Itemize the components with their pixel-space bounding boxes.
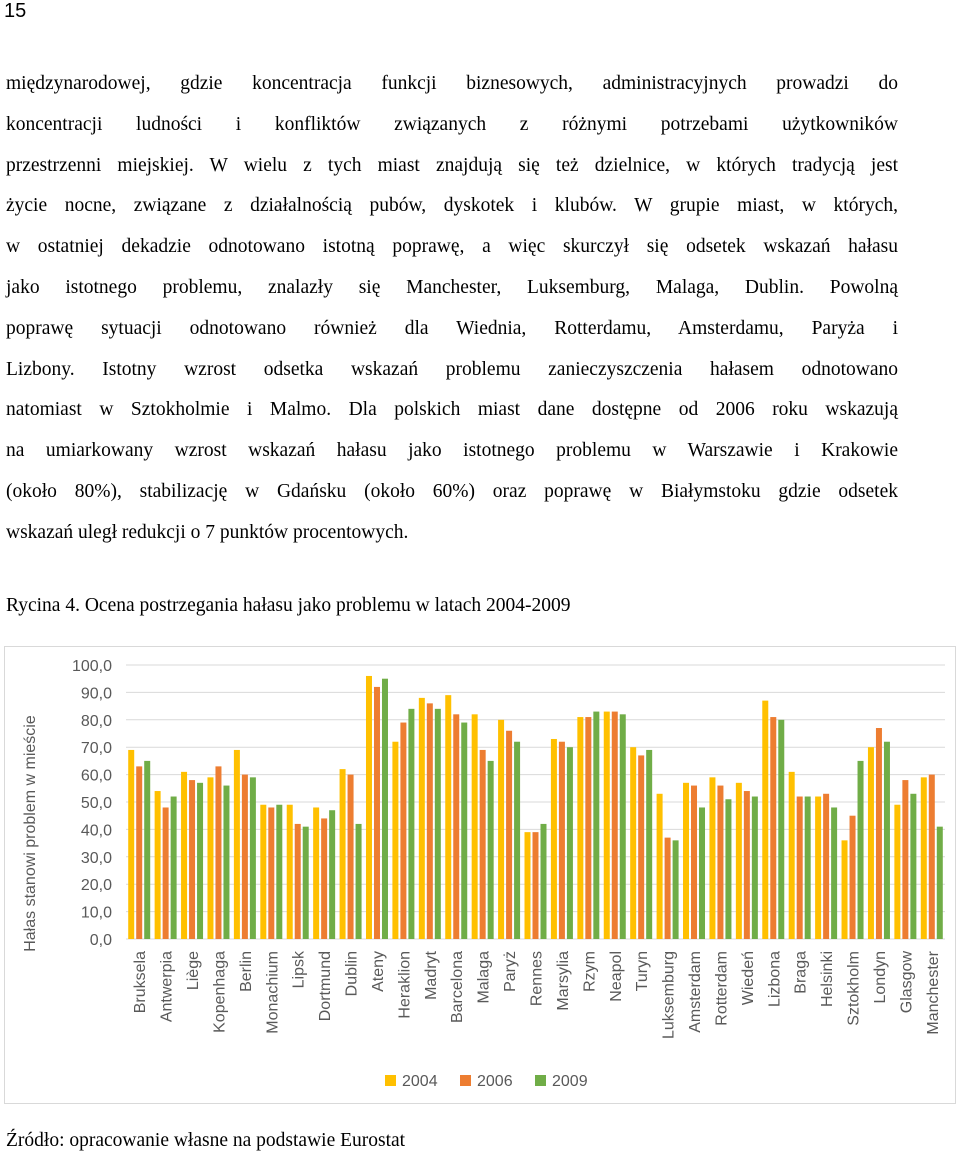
bar-2006 <box>823 794 829 939</box>
bar-2006 <box>215 766 221 939</box>
chart-area <box>4 646 956 1104</box>
x-category-label: Antwerpia <box>158 951 176 1023</box>
bar-2004 <box>842 840 848 939</box>
bar-2009 <box>488 761 494 939</box>
bar-2009 <box>197 783 203 939</box>
x-category-label: Luksemburg <box>660 951 678 1040</box>
bar-2004 <box>815 797 821 939</box>
y-tick-label: 10,0 <box>80 904 112 922</box>
bar-2009 <box>673 840 679 939</box>
bar-2006 <box>506 731 512 939</box>
bar-2006 <box>929 775 935 939</box>
paragraph-line: w ostatniej dekadzie odnotowano istotną poprawę, a więc skurczył się odsetek wskazań hałasu <box>6 236 898 258</box>
bar-2006 <box>348 775 354 939</box>
legend-swatch-2009 <box>535 1075 546 1086</box>
bar-2009 <box>435 709 441 939</box>
x-category-label: Dortmund <box>317 951 335 1022</box>
bar-2009 <box>884 742 890 939</box>
bar-2004 <box>498 720 504 939</box>
bar-2004 <box>868 747 874 939</box>
x-category-label: Manchester <box>924 951 942 1035</box>
x-category-label: Berlin <box>237 951 255 992</box>
x-category-label: Rennes <box>528 951 546 1007</box>
paragraph-line: życie nocne, związane z działalnością pubów, dyskotek i klubów. W grupie miast, w których, <box>6 195 898 217</box>
bar-2004 <box>683 783 689 939</box>
bar-2009 <box>567 747 573 939</box>
bar-2006 <box>242 775 248 939</box>
bar-2006 <box>189 780 195 939</box>
bar-2004 <box>128 750 134 939</box>
bar-2009 <box>223 786 229 939</box>
y-tick-label: 100,0 <box>71 658 112 675</box>
bar-2006 <box>321 818 327 939</box>
y-tick-label: 50,0 <box>80 795 112 812</box>
bar-2009 <box>910 794 916 939</box>
bar-2006 <box>876 728 882 939</box>
bar-2004 <box>155 791 161 939</box>
y-tick-label: 60,0 <box>80 767 112 785</box>
x-category-label: Turyn <box>634 951 652 992</box>
legend-swatch-2004 <box>385 1075 396 1086</box>
y-axis-title: Hałas stanowi problem w mieście <box>22 715 39 952</box>
bar-2009 <box>646 750 652 939</box>
bar-2004 <box>445 695 451 939</box>
bar-2009 <box>699 807 705 939</box>
bar-2009 <box>303 827 309 939</box>
x-category-label: Ateny <box>369 951 387 992</box>
paragraph-line: Lizbony. Istotny wzrost odsetka wskazań problemu zanieczyszczenia hałasem odnotowano <box>6 358 898 380</box>
x-category-label: Monachium <box>264 951 282 1034</box>
legend-swatch-2006 <box>460 1075 471 1086</box>
source-note: Źródło: opracowanie własne na podstawie Eurostat <box>6 1130 406 1151</box>
y-tick-label: 90,0 <box>80 685 112 703</box>
bar-2004 <box>366 676 372 939</box>
bar-2006 <box>453 714 459 939</box>
bar-2004 <box>551 739 557 939</box>
x-category-label: Madryt <box>422 951 440 1000</box>
x-category-label: Malaga <box>475 951 493 1004</box>
bar-2006 <box>638 755 644 939</box>
bar-2006 <box>744 791 750 939</box>
paragraph-line: międzynarodowej, gdzie koncentracja funkcji biznesowych, administracyjnych prowadzi do <box>6 73 898 94</box>
page-number: 15 <box>4 0 27 22</box>
bar-2009 <box>276 805 282 939</box>
paragraph-line: poprawę sytuacji odnotowano również dla Wiednia, Rotterdamu, Amsterdamu, Paryża i <box>6 317 898 339</box>
x-category-label: Paryż <box>502 951 520 992</box>
bar-2004 <box>630 747 636 939</box>
bar-2004 <box>472 714 478 939</box>
bar-2004 <box>604 712 610 939</box>
figure-caption: Rycina 4. Ocena postrzegania hałasu jako problemu w latach 2004-2009 <box>6 595 571 616</box>
bar-2009 <box>541 824 547 939</box>
bar-2006 <box>374 687 380 939</box>
x-category-label: Helsinki <box>819 951 837 1008</box>
bar-2009 <box>144 761 150 939</box>
x-category-label: Braga <box>792 951 810 994</box>
bar-2004 <box>525 832 531 939</box>
bar-2004 <box>181 772 187 939</box>
bar-2006 <box>717 786 723 939</box>
paragraph-line: wskazań uległ redukcji o 7 punktów procentowych. <box>6 521 409 543</box>
bar-2006 <box>585 717 591 939</box>
bar-2004 <box>921 777 927 939</box>
bar-2006 <box>533 832 539 939</box>
x-category-label: Lizbona <box>766 951 784 1008</box>
bar-2006 <box>902 780 908 939</box>
bar-2006 <box>268 807 274 939</box>
x-category-label: Barcelona <box>449 951 467 1024</box>
y-tick-label: 70,0 <box>80 740 112 758</box>
bar-2006 <box>136 766 142 939</box>
bar-2006 <box>691 786 697 939</box>
legend-label: 2006 <box>477 1073 513 1090</box>
y-tick-label: 40,0 <box>80 822 112 840</box>
x-category-label: Wiedeń <box>739 951 757 1006</box>
bar-2006 <box>770 717 776 939</box>
bar-2009 <box>831 807 837 939</box>
bar-2009 <box>356 824 362 939</box>
bar-chart <box>5 647 955 1103</box>
x-category-label: Marsylia <box>554 951 572 1011</box>
bar-2009 <box>858 761 864 939</box>
bar-2004 <box>419 698 425 939</box>
paragraph-line: koncentracji ludności i konfliktów związanych z różnymi potrzebami użytkowników <box>6 113 898 135</box>
legend-label: 2004 <box>402 1073 438 1090</box>
bar-2009 <box>382 679 388 939</box>
bar-2006 <box>797 797 803 939</box>
bar-2009 <box>250 777 256 939</box>
bar-2004 <box>789 772 795 939</box>
bar-2009 <box>805 797 811 939</box>
paragraph-line: przestrzenni miejskiej. W wielu z tych miast znajdują się też dzielnice, w których tradycją jest <box>6 154 898 176</box>
bar-2009 <box>593 712 599 939</box>
paragraph-line: (około 80%), stabilizację w Gdańsku (około 60%) oraz poprawę w Białymstoku gdzie odsetek <box>6 480 898 502</box>
x-category-label: Sztokholm <box>845 951 863 1026</box>
x-category-label: Kopenhaga <box>211 951 229 1033</box>
bar-2004 <box>260 805 266 939</box>
y-tick-label: 80,0 <box>80 712 112 730</box>
y-tick-label: 30,0 <box>80 849 112 867</box>
x-category-label: Lipsk <box>290 951 308 989</box>
bar-2004 <box>577 717 583 939</box>
bar-2004 <box>736 783 742 939</box>
y-tick-label: 20,0 <box>80 877 112 895</box>
legend-label: 2009 <box>552 1073 588 1090</box>
paragraph-line: natomiast w Sztokholmie i Malmo. Dla polskich miast dane dostępne od 2006 roku wskazują <box>6 399 898 421</box>
bar-2004 <box>287 805 293 939</box>
bar-2004 <box>657 794 663 939</box>
bar-2009 <box>725 799 731 939</box>
bar-2006 <box>427 703 433 939</box>
bar-2006 <box>850 816 856 939</box>
bar-2009 <box>461 723 467 939</box>
bar-2009 <box>408 709 414 939</box>
x-category-label: Rotterdam <box>713 951 731 1026</box>
bar-2006 <box>480 750 486 939</box>
bar-2006 <box>612 712 618 939</box>
x-category-label: Heraklion <box>396 951 414 1019</box>
bar-2009 <box>620 714 626 939</box>
bar-2004 <box>392 742 398 939</box>
bar-2004 <box>207 777 213 939</box>
bar-2004 <box>234 750 240 939</box>
bar-2006 <box>665 838 671 939</box>
x-category-label: Liège <box>185 951 203 991</box>
bar-2004 <box>894 805 900 939</box>
bar-2004 <box>340 769 346 939</box>
x-category-label: Dublin <box>343 951 361 997</box>
bar-2009 <box>171 797 177 939</box>
bar-2006 <box>295 824 301 939</box>
x-category-label: Londyn <box>871 951 889 1004</box>
bar-2004 <box>313 807 319 939</box>
body-paragraph <box>6 64 898 554</box>
y-tick-label: 0,0 <box>89 932 112 949</box>
bar-2006 <box>559 742 565 939</box>
x-category-label: Glasgow <box>898 951 916 1014</box>
bar-2004 <box>709 777 715 939</box>
x-category-label: Amsterdam <box>687 951 705 1033</box>
bar-2009 <box>514 742 520 939</box>
bar-2006 <box>163 807 169 939</box>
bar-2009 <box>329 810 335 939</box>
bar-2009 <box>778 720 784 939</box>
bar-2006 <box>400 723 406 939</box>
bar-2004 <box>762 701 768 939</box>
paragraph-line: jako istotnego problemu, znalazły się Manchester, Luksemburg, Malaga, Dublin. Powolną <box>6 276 898 298</box>
x-category-label: Rzym <box>581 951 599 992</box>
bar-2009 <box>937 827 943 939</box>
paragraph-line: na umiarkowany wzrost wskazań hałasu jako istotnego problemu w Warszawie i Krakowie <box>6 440 898 462</box>
bar-2009 <box>752 797 758 939</box>
x-category-label: Neapol <box>607 951 625 1002</box>
x-category-label: Bruksela <box>132 951 150 1014</box>
